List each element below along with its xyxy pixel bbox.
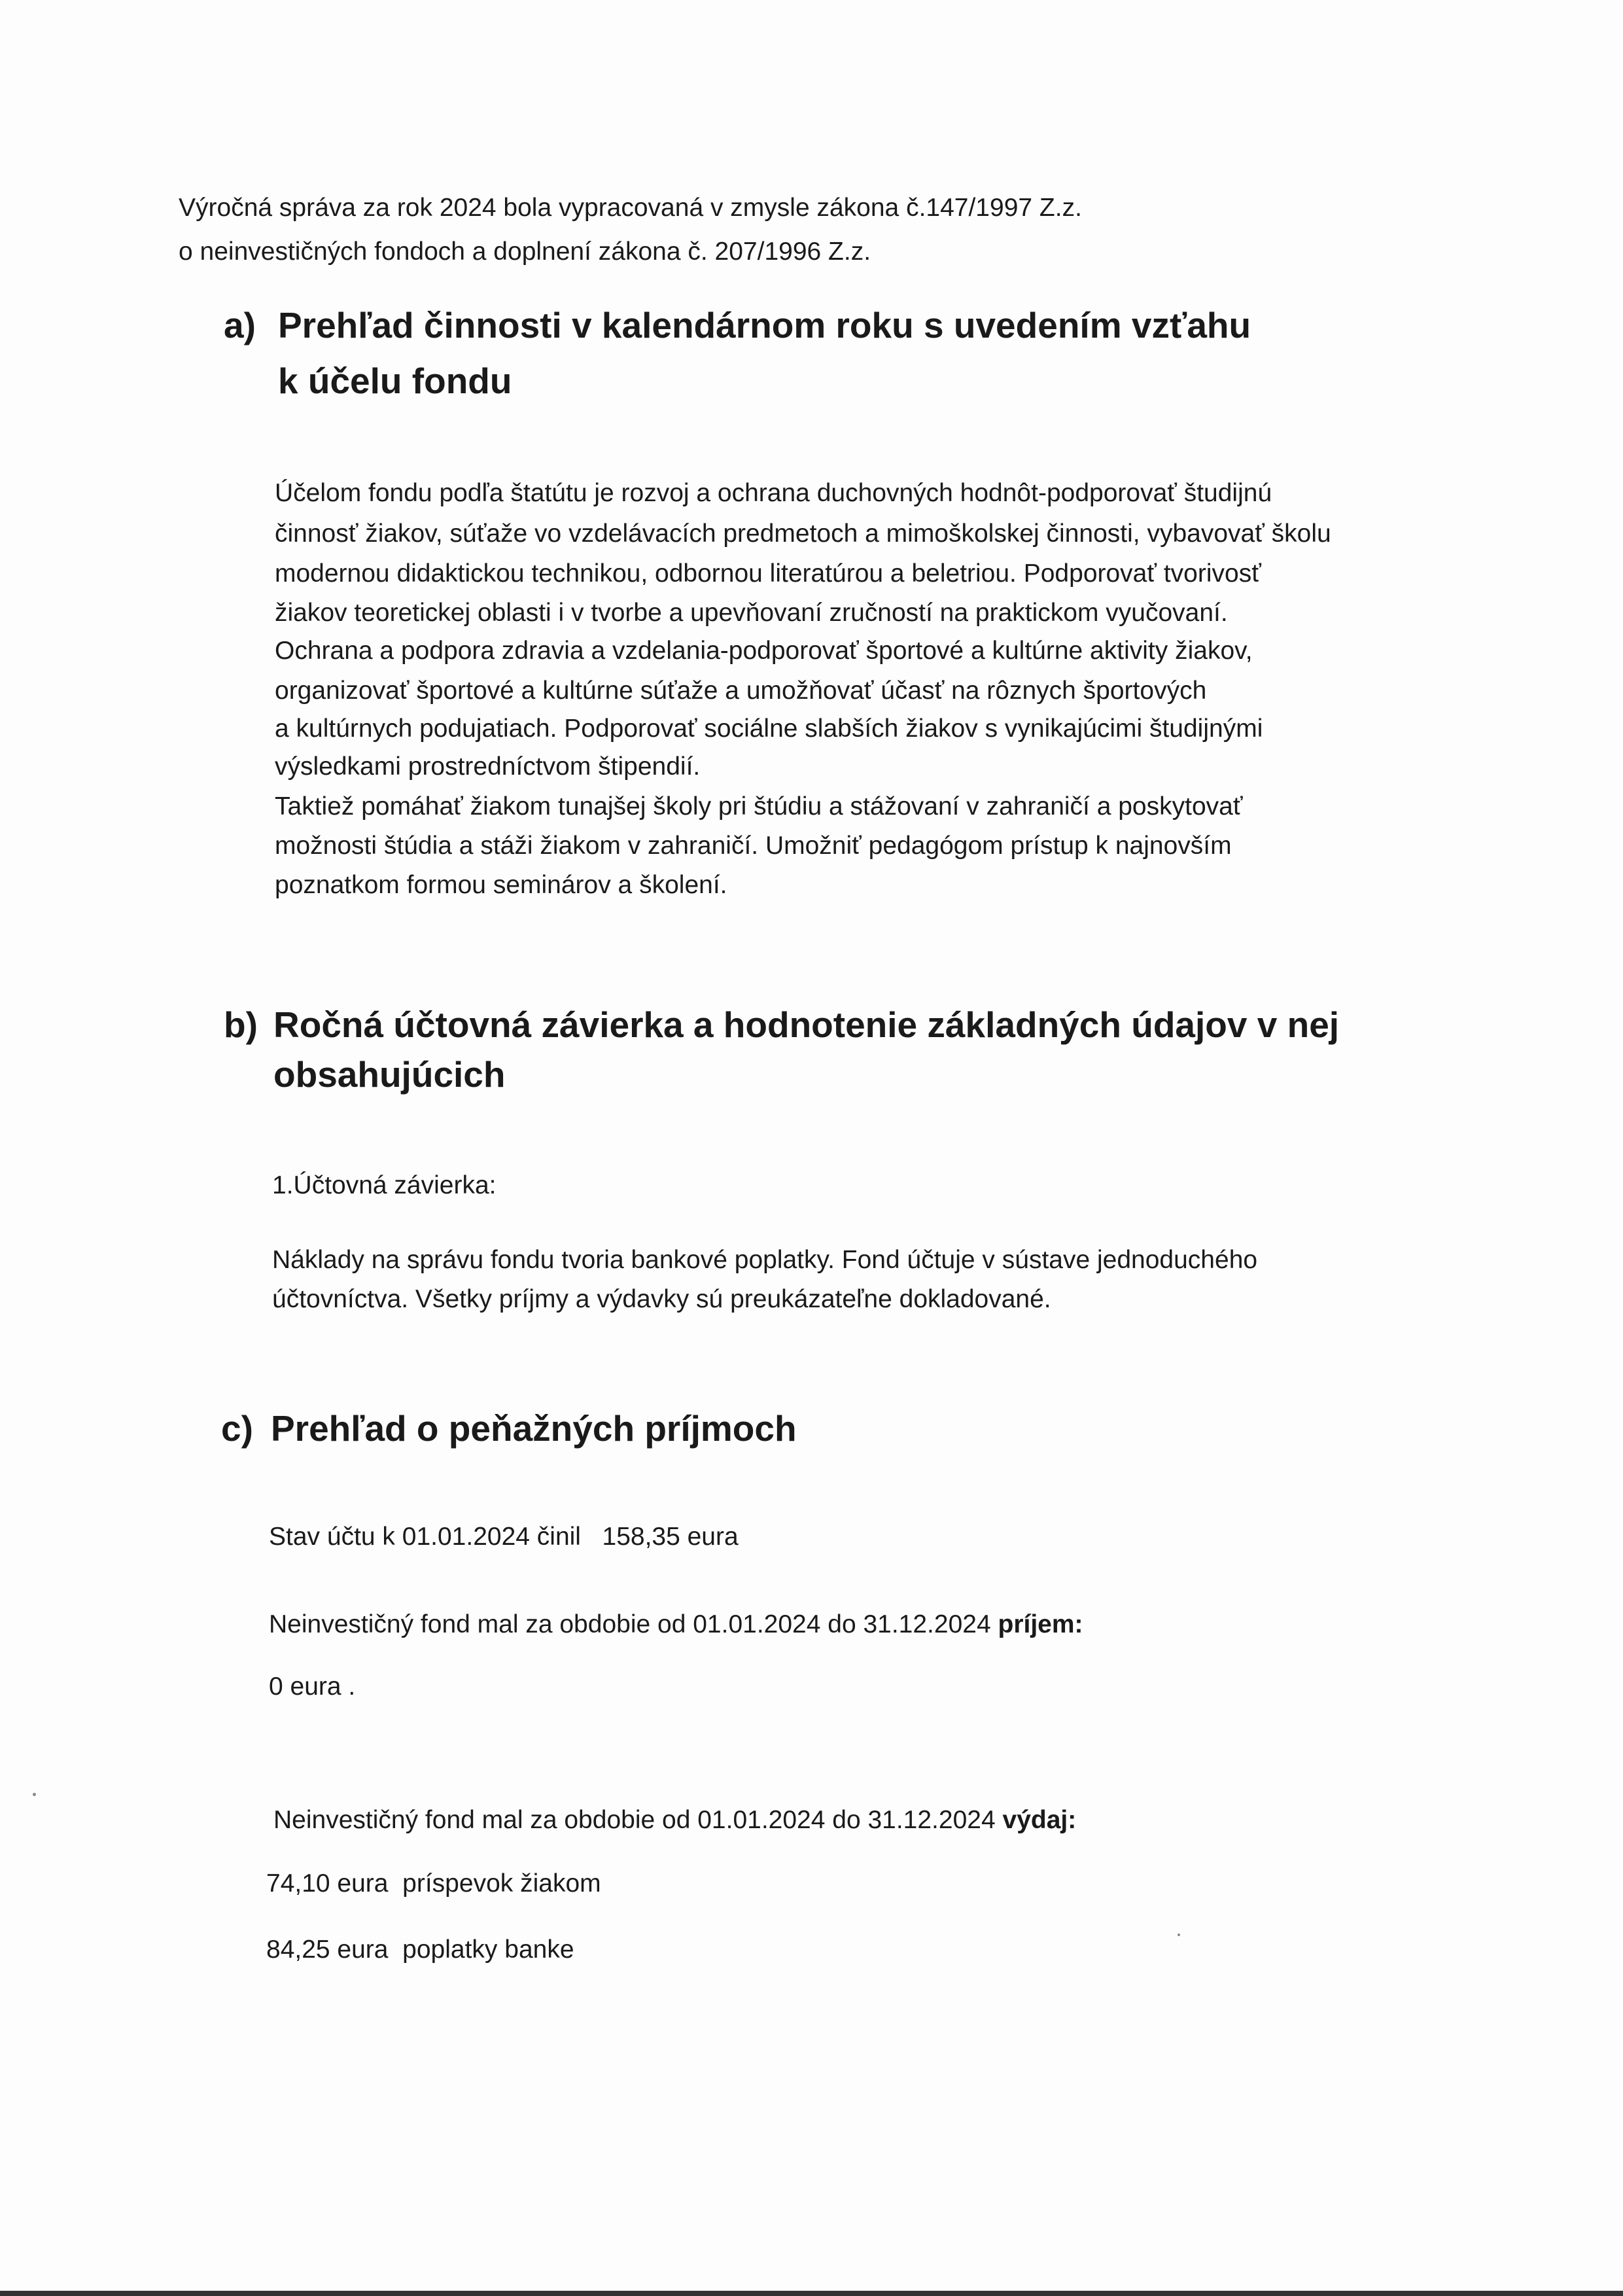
paragraph-line: organizovať športové a kultúrne súťaže a umožňovať účasť na rôznych športových [275, 677, 1207, 705]
income-value: 0 eura . [269, 1672, 356, 1701]
balance-line [269, 1519, 739, 1555]
scan-speck [1178, 1934, 1180, 1936]
paragraph-line: Náklady na správu fondu tvoria bankové poplatky. Fond účtuje v sústave jednoduchého [272, 1246, 1258, 1274]
expense-label: výdaj: [1002, 1806, 1077, 1834]
income-line [269, 1606, 1083, 1643]
paragraph-line: Ochrana a podpora zdravia a vzdelania-podporovať športové a kultúrne aktivity žiakov, [275, 637, 1253, 665]
expense-description: príspevok žiakom [402, 1869, 601, 1898]
section-b-marker: b) [224, 1004, 258, 1045]
section-b-title: Ročná účtovná závierka a hodnotenie základných údajov v nej [273, 1004, 1340, 1045]
expense-item [266, 1932, 574, 1968]
paragraph-line: výsledkami prostredníctvom štipendií. [275, 752, 701, 781]
paragraph-line: účtovníctva. Všetky príjmy a výdavky sú preukázateľne dokladované. [272, 1285, 1051, 1313]
income-label: príjem: [998, 1610, 1083, 1638]
paragraph-line: možnosti štúdia a stáži žiakom v zahraničí. Umožniť pedagógom prístup k najnovším [275, 832, 1232, 860]
scan-speck [33, 1793, 36, 1796]
expense-text: Neinvestičný fond mal za obdobie od 01.01.2024 do 31.12.2024 [273, 1806, 996, 1834]
section-c-marker: c) [221, 1408, 253, 1449]
intro-line: o neinvestičných fondoch a doplnení zákona č. 207/1996 Z.z. [179, 238, 871, 266]
section-a-title: Prehľad činnosti v kalendárnom roku s uvedením vzťahu [278, 305, 1251, 345]
expense-line [273, 1802, 1076, 1839]
paragraph-line: žiakov teoretickej oblasti i v tvorbe a upevňovaní zručností na praktickom vyučovaní. [275, 599, 1228, 627]
income-text: Neinvestičný fond mal za obdobie od 01.01.2024 do 31.12.2024 [269, 1610, 991, 1638]
section-b-title: obsahujúcich [273, 1054, 506, 1095]
section-a-title: k účelu fondu [278, 361, 512, 401]
paragraph-line: modernou didaktickou technikou, odbornou literatúrou a beletriou. Podporovať tvorivosť [275, 559, 1261, 588]
section-a-marker: a) [224, 305, 256, 345]
expense-amount: 84,25 eura [266, 1935, 389, 1964]
section-c-title: Prehľad o peňažných príjmoch [271, 1408, 797, 1449]
paragraph-line: činnosť žiakov, súťaže vo vzdelávacích predmetoch a mimoškolskej činnosti, vybavovať školu [275, 520, 1331, 548]
intro-line: Výročná správa za rok 2024 bola vypracovaná v zmysle zákona č.147/1997 Z.z. [179, 194, 1082, 222]
scan-edge [0, 2291, 1623, 2296]
subheading: 1.Účtovná závierka: [272, 1171, 497, 1199]
balance-text: Stav účtu k 01.01.2024 činil [269, 1523, 581, 1551]
balance-value: 158,35 eura [602, 1523, 739, 1551]
paragraph-line: Účelom fondu podľa štatútu je rozvoj a ochrana duchovných hodnôt-podporovať študijnú [275, 479, 1272, 507]
paragraph-line: Taktiež pomáhať žiakom tunajšej školy pri štúdiu a stážovaní v zahraničí a poskytovať [275, 792, 1243, 821]
paragraph-line: poznatkom formou seminárov a školení. [275, 871, 727, 899]
expense-amount: 74,10 eura [266, 1869, 389, 1898]
expense-item [266, 1865, 601, 1902]
expense-description: poplatky banke [402, 1935, 574, 1964]
paragraph-line: a kultúrnych podujatiach. Podporovať sociálne slabších žiakov s vynikajúcimi študijnými [275, 715, 1263, 743]
